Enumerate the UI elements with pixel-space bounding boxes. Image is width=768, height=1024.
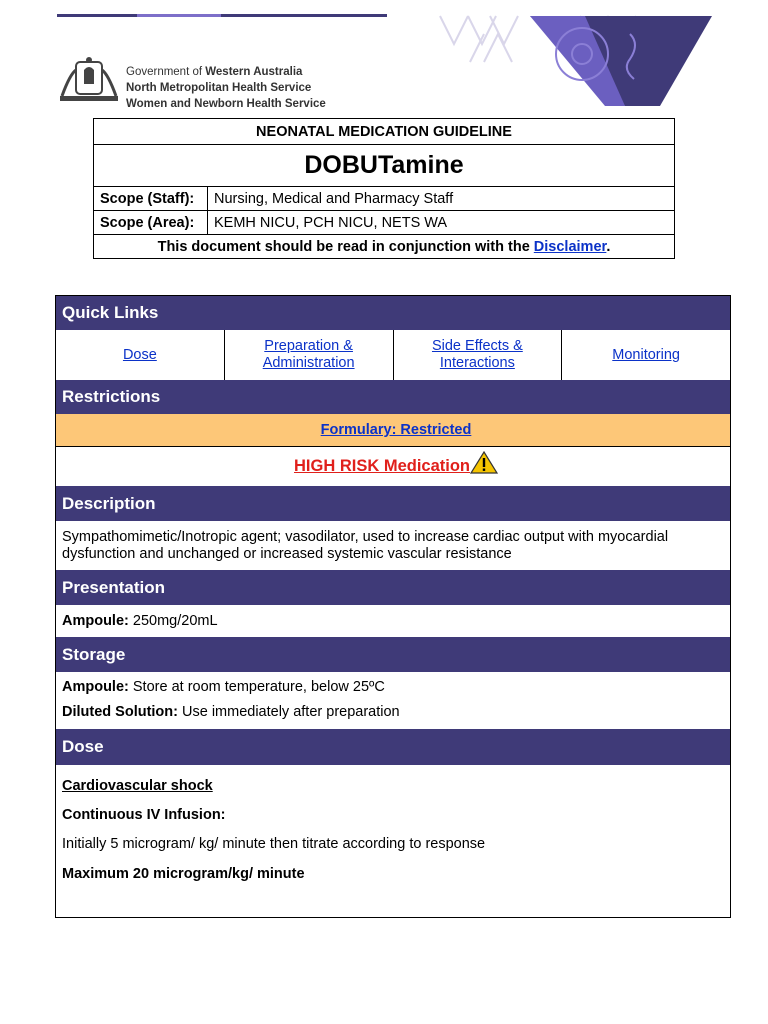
header-rule [57,14,387,17]
quick-link-monitoring-cell [562,330,730,380]
scope-area-value: KEMH NICU, PCH NICU, NETS WA [208,211,675,235]
dose-header: Dose [56,729,730,765]
storage-diluted-solution: Diluted Solution: Use immediately after preparation [62,704,400,720]
wa-government-crest-logo [58,56,120,104]
guideline-title-table [93,118,675,259]
presentation-ampoule: Ampoule: 250mg/20mL [62,613,218,629]
high-risk-row [56,447,730,486]
quick-link-preparation-cell [225,330,394,380]
quick-link-preparation[interactable]: Preparation & Administration [262,338,355,371]
restrictions-header: Restrictions [56,380,730,414]
dose-initial: Initially 5 microgram/ kg/ minute then titrate according to response [62,836,486,852]
drug-name-title: DOBUTamine [94,145,675,187]
disclaimer-notice: This document should be read in conjunction with the Disclaimer. [94,235,675,259]
formulary-restricted-link[interactable]: Formulary: Restricted [320,422,472,438]
organisation-name-block [126,64,386,112]
storage-ampoule: Ampoule: Store at room temperature, below 25ºC [62,679,385,695]
quick-link-dose[interactable]: Dose [122,346,157,363]
description-text-line-2: dysfunction and unchanged or increased systemic vascular resistance [62,546,512,562]
quick-link-monitoring[interactable]: Monitoring [612,346,680,363]
logo-line-nmhs: North Metropolitan Health Service [126,82,312,94]
logo-line-wnhs: Women and Newborn Health Service [126,98,326,110]
medication-guideline-body [55,295,731,918]
scope-staff-label: Scope (Staff): [94,187,208,211]
quick-links-header: Quick Links [56,296,730,330]
description-header: Description [56,486,730,521]
high-risk-medication-label: HIGH RISK Medication [293,457,470,475]
formulary-status-row [56,414,730,446]
description-text-line-1: Sympathomimetic/Inotropic agent; vasodilator, used to increase cardiac output with myocardial [62,529,669,545]
storage-header: Storage [56,637,730,672]
dose-indication: Cardiovascular shock [62,778,213,794]
guideline-heading: NEONATAL MEDICATION GUIDELINE [94,119,675,145]
dose-route: Continuous IV Infusion: [62,807,226,823]
disclaimer-link[interactable]: Disclaimer [533,238,607,255]
header-banner-graphic [430,14,720,114]
quick-link-side-effects[interactable]: Side Effects & Interactions [431,338,523,371]
quick-link-side-effects-cell [394,330,563,380]
dose-maximum: Maximum 20 microgram/kg/ minute [62,866,305,882]
presentation-header: Presentation [56,570,730,605]
scope-area-label: Scope (Area): [94,211,208,235]
scope-staff-value: Nursing, Medical and Pharmacy Staff [208,187,675,211]
logo-line-government: Government of Western Australia [126,66,303,78]
header-rule-accent [137,14,221,17]
quick-links-row [56,330,730,380]
warning-triangle-icon [470,450,498,474]
quick-link-dose-cell [56,330,225,380]
